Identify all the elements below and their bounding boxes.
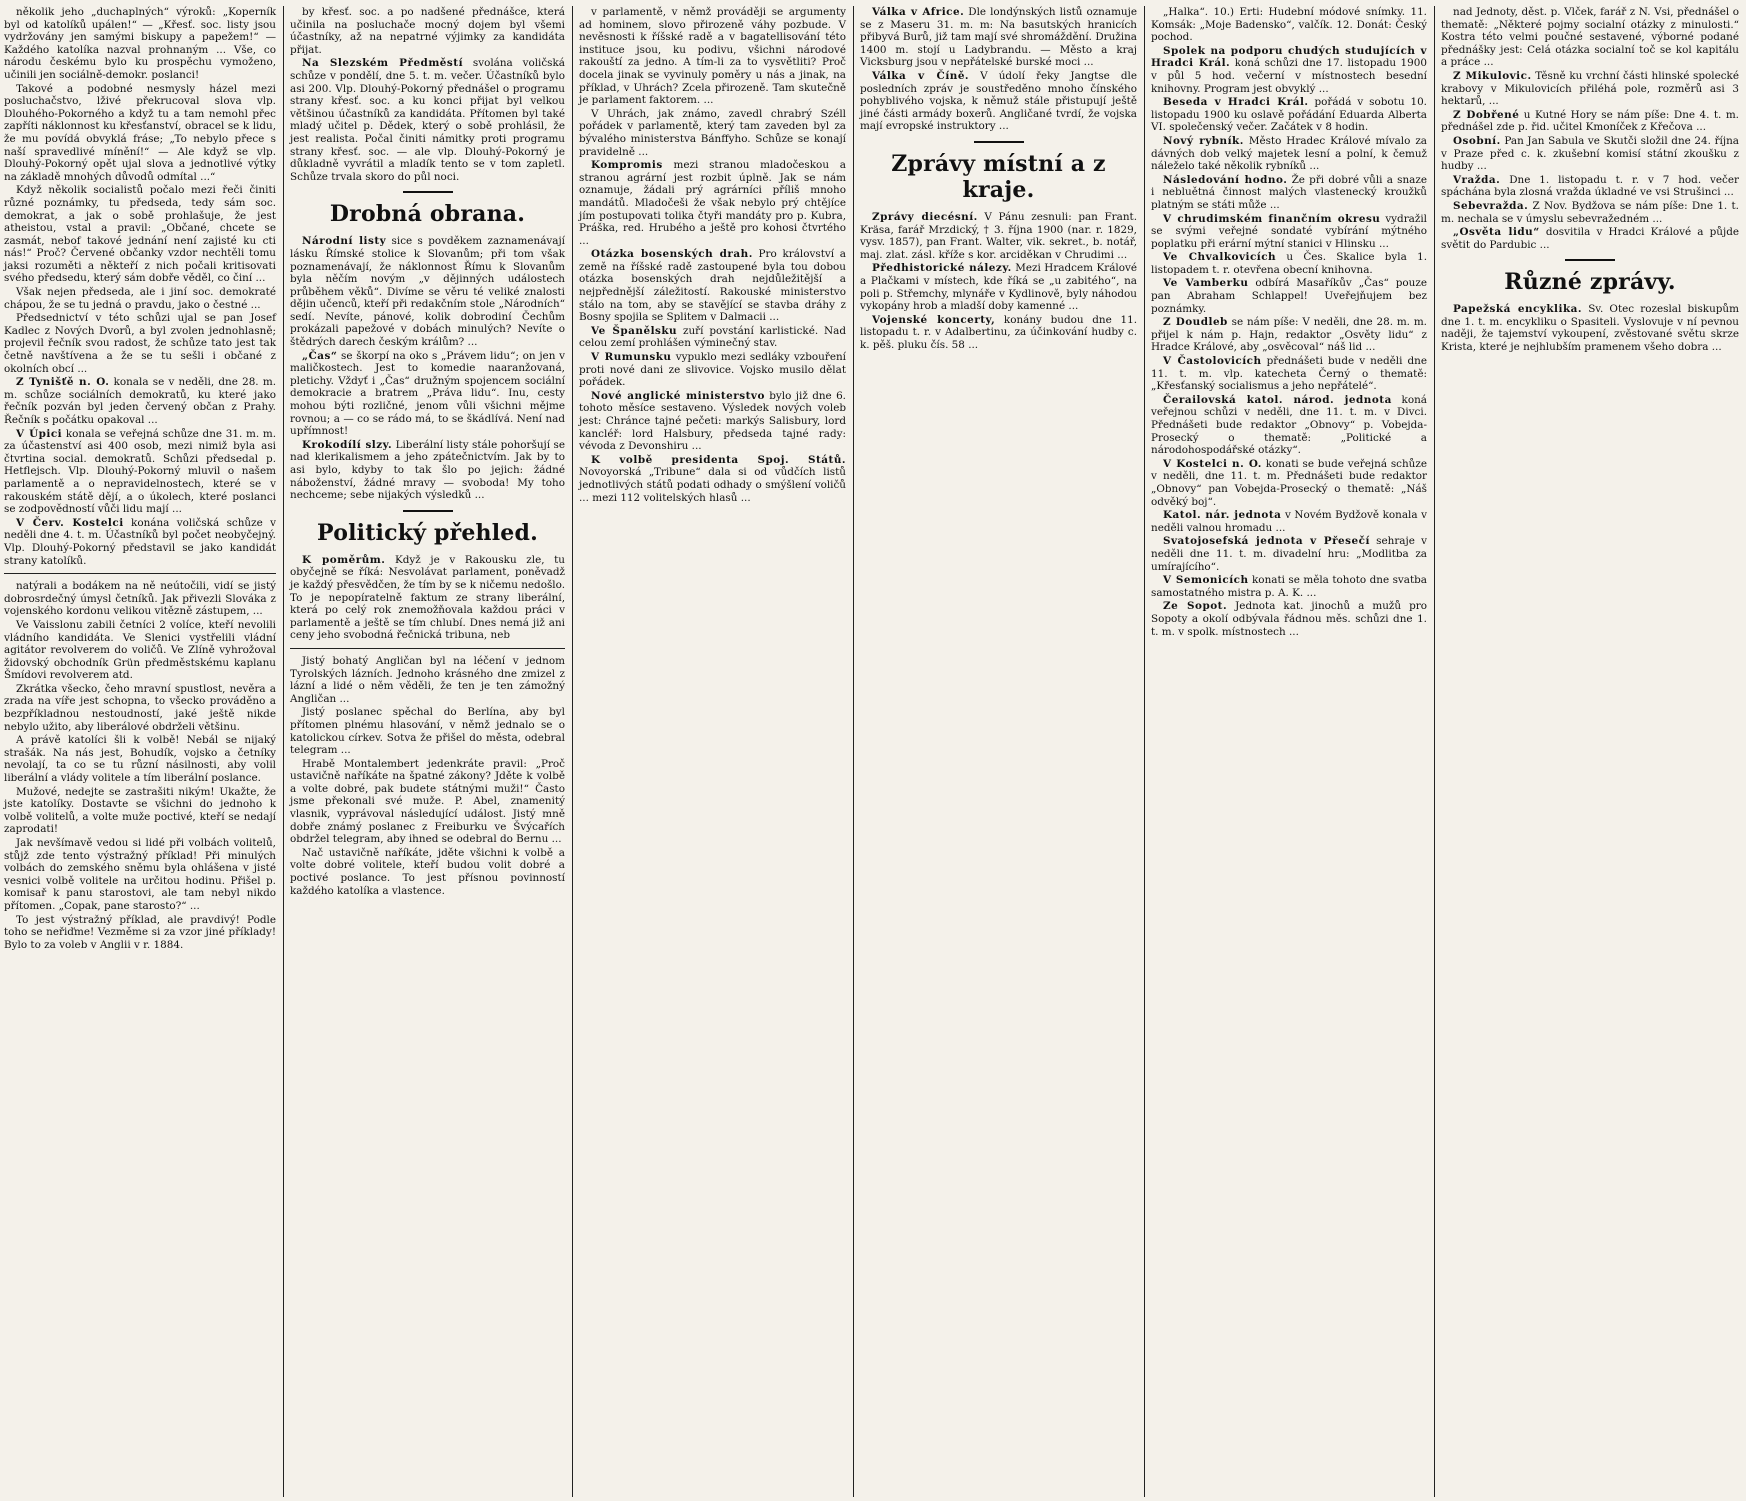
col5-p7 — [1151, 251, 1427, 276]
col2c-p2: Jistý bohatý Angličan byl na léčení v jednom Tyrolských lázních. Jednoho krásného dne zmizel z lázní a lidé o něm věděli, že ten je ten zámožný Angličan ... — [290, 654, 565, 705]
lead: Svatojosefská jednota v Přesečí — [1163, 535, 1370, 548]
lead: Nový rybník. — [1163, 134, 1244, 147]
col1-p7 — [4, 428, 276, 516]
col1b-p1: natýrali a bodákem na ně neútočili, vidí se jistý dobrosrdečný úmysl četníků. Jak přivezli Slováka z vojenského kordonu velikou vitězně zástupem, ... — [4, 580, 276, 618]
short-rule — [1565, 259, 1615, 261]
lead: Kompromis — [591, 159, 663, 172]
col4-p1 — [860, 6, 1137, 69]
col2c-p3: Jistý poslanec spěchal do Berlína, aby byl přítomen plnému hlasování, v němž jednalo se o katolickou církev. Sotva že přišel do města, odebral telegram ... — [290, 706, 565, 757]
column-2 — [286, 0, 569, 1501]
lead: Ze Sopot. — [1163, 600, 1228, 613]
col6-p6 — [1441, 200, 1739, 225]
section-title-politicky-prehled: Politický přehled. — [317, 519, 538, 546]
column-rule — [1144, 6, 1145, 1497]
column-rule — [572, 6, 573, 1497]
divider — [290, 648, 565, 649]
col2b-p2 — [290, 350, 565, 438]
text: konána voličská schůze v neděli dne 4. t. m. Účastníků byl počet neobyčejný. Vlp. Dlouhý-Pokorný představil se jako kandidát strany katolíků. — [4, 516, 276, 567]
col1-p6 — [4, 376, 276, 426]
lead: Vojenské koncerty, — [872, 313, 996, 326]
text: pořádá v sobotu 10. listopadu 1900 ku oslavě pořádání Eduarda Alberta VI. společenský večer. Začátek v 8 hodin. — [1151, 96, 1427, 134]
col2b-p1 — [290, 235, 565, 348]
lead: Válka v Africe. — [872, 6, 965, 18]
lead: K poměrům. — [302, 553, 386, 566]
col6b-p1 — [1441, 303, 1739, 353]
lead: Předhistorické nálezy. — [872, 262, 1012, 275]
lead: Vražda. — [1453, 173, 1501, 186]
col3-p5 — [579, 325, 846, 350]
text: koná veřejnou schůzi v neděli, dne 11. t. m. v Divci. Přednášeti bude redaktor „Obnovy“ p. Vobejda-Prosecký o thematě: „Politické a národohospodářské otázky“. — [1151, 393, 1427, 457]
text: u Kutné Hory se nám píše: Dne 4. t. m. přednášel zde p. řid. učitel Kmoníček z Křečova ... — [1441, 108, 1739, 134]
lead: Národní listy — [302, 235, 387, 248]
section-title-ruzne-zpravy: Různé zprávy. — [1504, 269, 1676, 296]
text: se nám píše: V neděli, dne 28. m. m. přijel k nám p. Hajn, redaktor „Osvěty lidu“ z Hradce Králové, aby „osvěcoval“ náš lid ... — [1151, 316, 1427, 354]
col6-p3 — [1441, 109, 1739, 134]
text: konati se bude veřejná schůze v neděli, dne 11. t. m. Přednášeti bude redaktor „Obnovy“ pan Vobejda-Prosecký o thematě: „Náš odvěký boj“. — [1151, 457, 1427, 508]
lead: Zprávy diecésní. — [872, 210, 978, 223]
lead: Válka v Číně. — [872, 69, 970, 82]
text: Těsně ku vrchní části hlinské spolecké krabovy v Mikulovicích přiléhá pole, rozměrů asi 3 hektarů, ... — [1441, 69, 1739, 108]
col6-p2 — [1441, 70, 1739, 108]
lead: V Červ. Kostelci — [16, 516, 124, 529]
col5-p9 — [1151, 316, 1427, 354]
lead: V Kostelci n. O. — [1163, 457, 1262, 470]
col3-p1: v parlamentě, v němž prováději se argumenty ad hominem, slovo přirozeně váhy pozbude. V nevěsnosti k říšské radě a v bagatellisování této instituce jsou, ku podivu, všichni národové rakouští za jedno. A tím-li za to vysvětliti? Proč docela jinak se vyvinuly poměry u nás a jinak, na příklad, v Uhrách? Zcela přirozeně. Tam skutečně je parlament faktorem. ... — [579, 6, 846, 107]
col5-p3 — [1151, 96, 1427, 134]
col1b-p2: Ve Vaisslonu zabili četníci 2 volíce, kteří nevolili vládního kandidáta. Ve Slenici vystřelili vládní agitátor revolverem do voličů. Ve Zlíně vyhrožoval židovský obchodník Grün předměstskému kaplanu Šmídovi revolverem atd. — [4, 618, 276, 682]
col3-p7 — [579, 390, 846, 453]
text: Že při dobré vůli a snaze i nebluětná činnost malých vlastenecký kroužků platným se státi může ... — [1151, 173, 1427, 211]
col5-p8 — [1151, 277, 1427, 315]
text: se škorpí na oko s „Právem lidu“; on jen v maličkostech. Jest to komedie naaranžovaná, pletichy. Vždyť i „Čas“ družným spojencem sociální demokracie a bratrem „Práva lidu“. Inu, cesty mohou býti rozličné, jenom vůli všichni mějme rovnou; a — co se rádo má, to se škádlívá. Není nad upřímnost! — [290, 349, 565, 438]
lead: Z Mikulovic. — [1453, 69, 1532, 82]
text: v Novém Bydžově konala v neděli valnou hromadu ... — [1151, 509, 1427, 534]
lead: Čerailovská katol. národ. jednota — [1163, 393, 1392, 406]
lead: Krokodílí slzy. — [302, 438, 393, 451]
section-title-zpravy-mistni: Zprávy místní a z kraje. — [891, 150, 1106, 203]
divider — [4, 573, 276, 574]
col3-p6 — [579, 351, 846, 389]
text: bylo již dne 6. tohoto měsíce sestaveno. Výsledek nových voleb jest: Chránce tajné pečeti: markýs Salisbury, lord kancléř: lord Halsbury, předseda tajné rady: vévoda z Devonshiru ... — [579, 389, 846, 453]
column-rule — [853, 6, 854, 1497]
lead: Ve Španělsku — [591, 324, 678, 337]
column-6 — [1437, 0, 1743, 1501]
lead: V Častolovicích — [1163, 355, 1262, 368]
text: Pan Jan Sabula ve Skutči složil dne 24. října v Praze před c. k. zkušební komisí státní zkoušku z hudby ... — [1441, 134, 1739, 173]
col2a-p1: by křesť. soc. a po nadšené přednášce, která učinila na posluchače mocný dojem byl všemi účastníky, až na nepatrné výjimky za kandidáta přijat. — [290, 6, 565, 56]
col6-p7 — [1441, 226, 1739, 251]
col1b-p4: A právě katolíci šli k volbě! Nebál se nijaký strašák. Na nás jest, Bohudík, vojsko a četníky nevolají, ta co se tu různí násilnosti, aby volil liberální a vlády volitele a tím liberální poslance. — [4, 734, 276, 785]
col2c-p1 — [290, 554, 565, 642]
column-4 — [856, 0, 1141, 1501]
lead: Osobní. — [1453, 134, 1501, 147]
col2a-p2 — [290, 57, 565, 183]
col1b-p5: Mužové, nedejte se zastrašiti nikým! Ukažte, že jste katolíky. Dostavte se všichni do jednoho k volbě volitelů, a volte muže poctivé, kteří se nedají zaprodati! — [4, 785, 276, 836]
lead: „Čas“ — [302, 349, 338, 362]
text: koná schůzi dne 17. listopadu 1900 v půl 5 hod. večerní v místnostech besední knihovny. Program jest obvyklý ... — [1151, 57, 1427, 95]
col4-p3 — [860, 211, 1137, 261]
col1b-p3: Zkrátka všecko, čeho mravní spustlost, nevěra a zrada na víře jest schopna, to všecko prováděno a bezpříkladnou nestoudností, jaké ještě nikde nebylo užito, aby liberálové obdrželi většinu. — [4, 682, 276, 733]
text: vydražil se svými veřejné sondaté vybírání mýtného poplatku při erární mýtní stanici v Hlinsku ... — [1151, 212, 1427, 250]
text: u Čes. Skalice byla 1. listopadem t. r. otevřena obecní knihovna. — [1151, 251, 1427, 276]
text: Liberální listy stále pohoršují se nad klerikalismem a jeho zpátečnictvím. Jak by to asi bylo, kdyby to tak šlo po jejich: žádné náboženství, žádné mravy — svoboda! My toho nechceme; sebe nijakých výsledků ... — [290, 438, 566, 502]
lead: Z Tynišťě n. O. — [16, 376, 110, 389]
text: Z Nov. Bydžova se nám píše: Dne 1. t. m. nechala se v úmyslu sebevražedném ... — [1441, 199, 1739, 225]
col5-p6 — [1151, 213, 1427, 251]
col5-p4 — [1151, 135, 1427, 173]
lead: Následování hodno. — [1163, 173, 1288, 186]
col3-p8 — [579, 454, 846, 504]
text: sice s povděkem zaznamenávají lásku Římské stolice k Slovanům; při tom však poznamenávají, že náklonnost Římu k Slovanům byla něčím novým „v dějinných událostech průběhem věků“. Divíme se věru té veliké znalosti dějin učenců, kteří při redakčním stole „Národních“ sedí. Nevíte, pánové, kolik dobrodiní Čechům prokázali papežové v dobách minulých? Nevíte o štědrých darech českým králům? ... — [290, 235, 565, 349]
text: Jednota kat. jinochů a mužů pro Sopoty a okolí odbývala řádnou měs. schůzi dne 1. t. m. v spolk. místnostech ... — [1151, 600, 1427, 638]
lead: Z Doudleb — [1163, 316, 1228, 329]
lead: Katol. nár. jednota — [1163, 509, 1282, 522]
col6-p4 — [1441, 135, 1739, 173]
section-title-drobna-obrana: Drobná obrana. — [329, 201, 526, 228]
text: V údolí řeky Jangtse dle posledních zpráv je soustředěno mnoho čínského pohyblivého vojska, k němuž stále přistupují ještě jiné části armády boxerů. Angličané tvrdí, že vojska mají evropské instruktory ... — [860, 69, 1138, 133]
text: konala se veřejná schůze dne 31. m. m. za účastenství asi 400 osob, mezi nimiž byla asi čtvrtina social. demokratů. Schůzi předsedal p. Hetflejsch. Vlp. Dlouhý-Pokorný mluvil o našem parlamentě a o nepravidelnostech, které se v rakouském státě dějí, a o úkolech, které poslanci se zodpovědností vůči lidu mají ... — [4, 427, 276, 516]
text: konala se v neděli, dne 28. m. m. schůze sociálních demokratů, ku které jako řečník pozván byl jeden červený občan z Prahy. Řečník s počátku opakoval ... — [4, 376, 276, 426]
col5-p5 — [1151, 174, 1427, 212]
text: Dne 1. listopadu t. r. v 7 hod. večer spáchána byla zlosná vražda úkladné ve vsi Strušinci ... — [1441, 173, 1739, 199]
col3-p2: V Uhrách, jak známo, zavedl chrabrý Széll pořádek v parlamentě, který tam zaveden byl za bývalého ministerstva Bánffyho. Schůze se konají pravidelně ... — [579, 107, 846, 158]
lead: Otázka bosenských drah. — [591, 248, 753, 261]
lead: V Semonicích — [1163, 574, 1249, 587]
col2b-p3 — [290, 439, 565, 502]
lead: Spolek na podporu chudých studujících v Hradci Král. — [1151, 44, 1427, 70]
text: Město Hradec Králové mívalo za dávných dob velký majetek lesní a polní, k čemuž náleželo také několik rybníků ... — [1151, 134, 1427, 173]
column-3 — [575, 0, 850, 1501]
short-rule — [403, 510, 453, 512]
col4-p4 — [860, 262, 1137, 312]
lead: Z Dobřené — [1453, 108, 1520, 121]
col1-p1: několik jeho „duchaplných“ výroků: „Koperník byl od katolíků upálen!“ — „Křesť. soc. listy jsou vydržovány jen samými biskupy a papežem!“ — Každého katolíka nazval prohnaným ... Vše, co národu českému bylo ku prospěchu vymoženo, učinili jen sociálně-demokr. poslanci! — [4, 6, 276, 81]
text: konány budou dne 11. listopadu t. r. v Adalbertinu, za účinkování hudby c. k. pěš. pluku čís. 58 ... — [860, 313, 1138, 351]
col6-p1: nad Jednoty, děst. p. Vlček, farář z N. Vsi, přednášel o thematě: „Některé pojmy socialní otázky z minulosti.“ Kostra této velmi poučné sestavené, výborné podané přednášky jest: Celá otázka socialní toč se kol kapitálu a práce ... — [1441, 6, 1739, 69]
short-rule — [403, 191, 453, 193]
col2c-p4: Hrabě Montalembert jedenkráte pravil: „Proč ustavičně naříkáte na špatné zákony? Jděte k volbě a volte dobré, pak budete státnými muži!“ Často jsme překonali své muže. P. Abel, znamenitý vlasnik, vyprávoval následující událost. Jistý mně dobře známý poslanec z Freiburku ve Švýcařích obdržel telegram, aby ihned se odebral do Bernu ... — [290, 757, 565, 846]
lead: Ve Vamberku — [1163, 277, 1249, 290]
col1-p4: Však nejen předseda, ale i jiní soc. demokraté chápou, že se tu jedná o pravdu, jako o čestné ... — [4, 286, 276, 311]
lead: V chrudimském finančním okresu — [1163, 212, 1381, 225]
text: Novoyorská „Tribune“ dala si od vůdčích listů jednotlivých států podati odhady o smýšlení voličů ... mezi 112 volitelských hlasů ... — [579, 466, 846, 504]
lead: Sebevražda. — [1453, 199, 1529, 212]
text: odbírá Masaříkův „Čas“ pouze pan Abraham Schlappel! Uveřejňujem bez poznámky. — [1151, 277, 1427, 315]
column-rule — [283, 6, 284, 1497]
lead: Papežská encyklika. — [1453, 303, 1582, 316]
col5-p12 — [1151, 458, 1427, 508]
col1-p2: Takové a podobné nesmysly házel mezi posluchačstvo, lživé překrucoval slova vlp. Dlouhého-Pokorného a když tu a tam nemohl přec zapříti náklonnost ku křesťanství, obracel se k lidu, že mu povídá obvyklá fráse; „To nebylo přece s naší spravedlivé mínění!“ — Ale když se vlp. Dlouhý-Pokorný opět ujal slova a jednotlivé výtky na základě mnohých důvodů odmítal ...“ — [4, 82, 276, 183]
lead: „Osvěta lidu“ — [1453, 226, 1540, 239]
text: zuří povstání karlistické. Nad celou zemí prohlášen výminečný stav. — [579, 324, 846, 350]
col1-p3: Když několik socialistů počalo mezi řeči činiti různé poznámky, tu předseda, tedy sám soc. demokrat, a jak o sobě prohlašuje, že jest atheistou, vstal a pravil: „Občané, chcete se zasmát, nebof takové jednání není zajisté ku cti nás!“ Proč? Červené občanky vzdor nechtěli tomu jaksi rozuměti a někteří z nich počali kritisovati svého předsedu, který sám dobře věděl, co činí ... — [4, 184, 276, 285]
column-1 — [0, 0, 280, 1501]
lead: Nové anglické ministerstvo — [591, 389, 765, 402]
col5-p10 — [1151, 355, 1427, 393]
text: Pro království a země na říšské radě zastoupené byla tou dobou otázka bosenských drah nejdůležitější a nejpřednější záležitostí. Rakouské ministerstvo stálo na tom, aby se stavějící se stavba dráhy z Bosny spojila se Splitem v Dalmacii ... — [579, 248, 846, 324]
text: svolána voličská schůze v pondělí, dne 5. t. m. večer. Účastníků bylo asi 200. Vlp. Dlouhý-Pokorný přednášel o programu strany křesť. soc. a ku konci přijat byl velkou většinou účastníků za kandidáta. Přítomen byl také mladý učitel p. Dědek, který o sobě prohlásil, že jest realista. Počal činiti námitky proti programu strany křesť. soc. — ale vlp. Dlouhý-Pokorný je důkladně vyvrátil a mladík tento se v tom zapletl. Schůze trvala skoro do půl noci. — [290, 57, 565, 183]
lead: V Rumunsku — [591, 351, 672, 364]
col6-p5 — [1441, 174, 1739, 199]
col2c-p5: Nač ustavičně naříkáte, jděte všichni k volbě a volte dobré volitele, kteří budou volit dobré a poctivé poslance. To jest přísnou povinností každého katolíka a vlastence. — [290, 846, 565, 897]
col5-p15 — [1151, 574, 1427, 599]
col4-p5 — [860, 314, 1137, 352]
lead: V Úpici — [16, 427, 63, 440]
text: mezi stranou mladočeskou a stranou agrární jest rozbit úplně. Jak se nám oznamuje, žádali prý agrárníci příliš mnoho mandátů. Mladočeši že však nebylo prý chtějíce jím postupovati tolika čtyři mandáty pro p. Kubra, Práška, red. Hrubého a ještě pro kohosi čtvrtého ... — [579, 159, 846, 247]
col1b-p7: To jest výstražný příklad, ale pravdivý! Podle toho se neřiďme! Vezměme si za vzor jiné příklady! Bylo to za voleb v Anglii v r. 1884. — [4, 913, 276, 951]
lead: Beseda v Hradci Král. — [1163, 96, 1309, 109]
col1-articles — [4, 6, 276, 567]
text: konati se měla tohoto dne svatba samostatného mistra p. A. K. ... — [1151, 574, 1427, 599]
lead: Ve Chvalkovicích — [1163, 251, 1277, 264]
short-rule — [974, 141, 1024, 143]
text: přednášeti bude v neděli dne 11. t. m. vlp. katecheta Černý o thematě: „Křesťanský socialismus a jeho nepřátelé“. — [1151, 355, 1428, 393]
text: Když je v Rakousku zle, tu obyčejně se říká: Nesvolávat parlament, poněvadž je každý přesvědčen, že tím by se k ničemu nedošlo. To je nepopíratelně faktum ze strany liberální, která po celý rok znemožňovala každou práci v parlamentě a ještě se tím chlubí. Dnes nemá již ani ceny jeho svobodná řečnická tribuna, neb — [290, 553, 565, 642]
text: dosvitila v Hradci Králové a půjde světit do Pardubic ... — [1441, 226, 1740, 251]
col5-p1: „Halka“. 10.) Erti: Hudební módové snímky. 11. Komsák: „Moje Badensko“, valčík. 12. Donát: Český pochod. — [1151, 6, 1427, 44]
lead: Na Slezském Předměstí — [302, 57, 464, 70]
col4-p2 — [860, 70, 1137, 133]
text: V Pánu zesnuli: pan Frant. Kräsa, farář Mrzdický, † 3. října 1900 (nar. r. 1829, vysv. 1857), pan Frant. Walter, vik. sekret., b. notář, maj. zlat. zásl. kříže s kor. arciděkan v Chrudimi ... — [860, 210, 1137, 261]
text: Sv. Otec rozeslal biskupům dne 1. t. m. encykliku o Spasiteli. Vyslovuje v ní pevnou naději, že tajemství vykoupení, zvěstované světu skrze Krista, které je nejhlubším pramenem všeho dobra ... — [1441, 303, 1739, 354]
col1-p8 — [4, 517, 276, 567]
col5-p11 — [1151, 394, 1427, 457]
text: sehraje v neděli dne 11. t. m. divadelní hru: „Modlitba za umírajícího“. — [1151, 535, 1427, 573]
col3-p3 — [579, 159, 846, 247]
lead: K volbě presidenta Spoj. Států. — [591, 453, 846, 466]
text: Mezi Hradcem Králové a Plačkami v místech, kde říká se „u zabitého“, na poli p. Střemchy, mlynáře v Kydlinově, byly náhodou vykopány hrob a mladší doby kamenné ... — [860, 262, 1137, 313]
col1b-p6: Jak nevšímavě vedou si lidé při volbách volitelů, stůjž zde tento výstražný příklad! Při minulých volbách do zemského sněmu byla ohlášena v jisté vesnici volbě volitele na určitou hodinu. Přišel p. komisař k panu starostovi, ale tam nebyl nikdo přítomen. „Copak, pane starosto?“ ... — [4, 837, 276, 912]
col1-p5: Předsednictví v této schůzi ujal se pan Josef Kadlec z Nových Dvorů, a byl zvolen jednohlasně; projevil řečník svou radost, že schůze tato jest tak četně navštívena a že se tu sešli i občané z okolních obcí ... — [4, 312, 276, 375]
col5-p2 — [1151, 45, 1427, 95]
text: Dle londýnských listů oznamuje se z Maseru 31. m. m: Na basutských hranicích přibyvá Burů, již tam mají své shromáždění. Družina 1400 m. stojí u Ladybrandu. — Město a kraj Vicksburg jsou v nepřátelské burské moci ... — [860, 6, 1137, 69]
column-5 — [1147, 0, 1431, 1501]
col5-p14 — [1151, 535, 1427, 573]
col3-p4 — [579, 248, 846, 324]
col5-p16 — [1151, 600, 1427, 638]
col5-p13 — [1151, 509, 1427, 534]
col1-lower-article — [4, 580, 276, 951]
column-rule — [1434, 6, 1435, 1497]
text: vypuklo mezi sedláky vzbouření proti nové dani ze slivovice. Vojsko musilo dělat pořádek. — [579, 351, 847, 389]
